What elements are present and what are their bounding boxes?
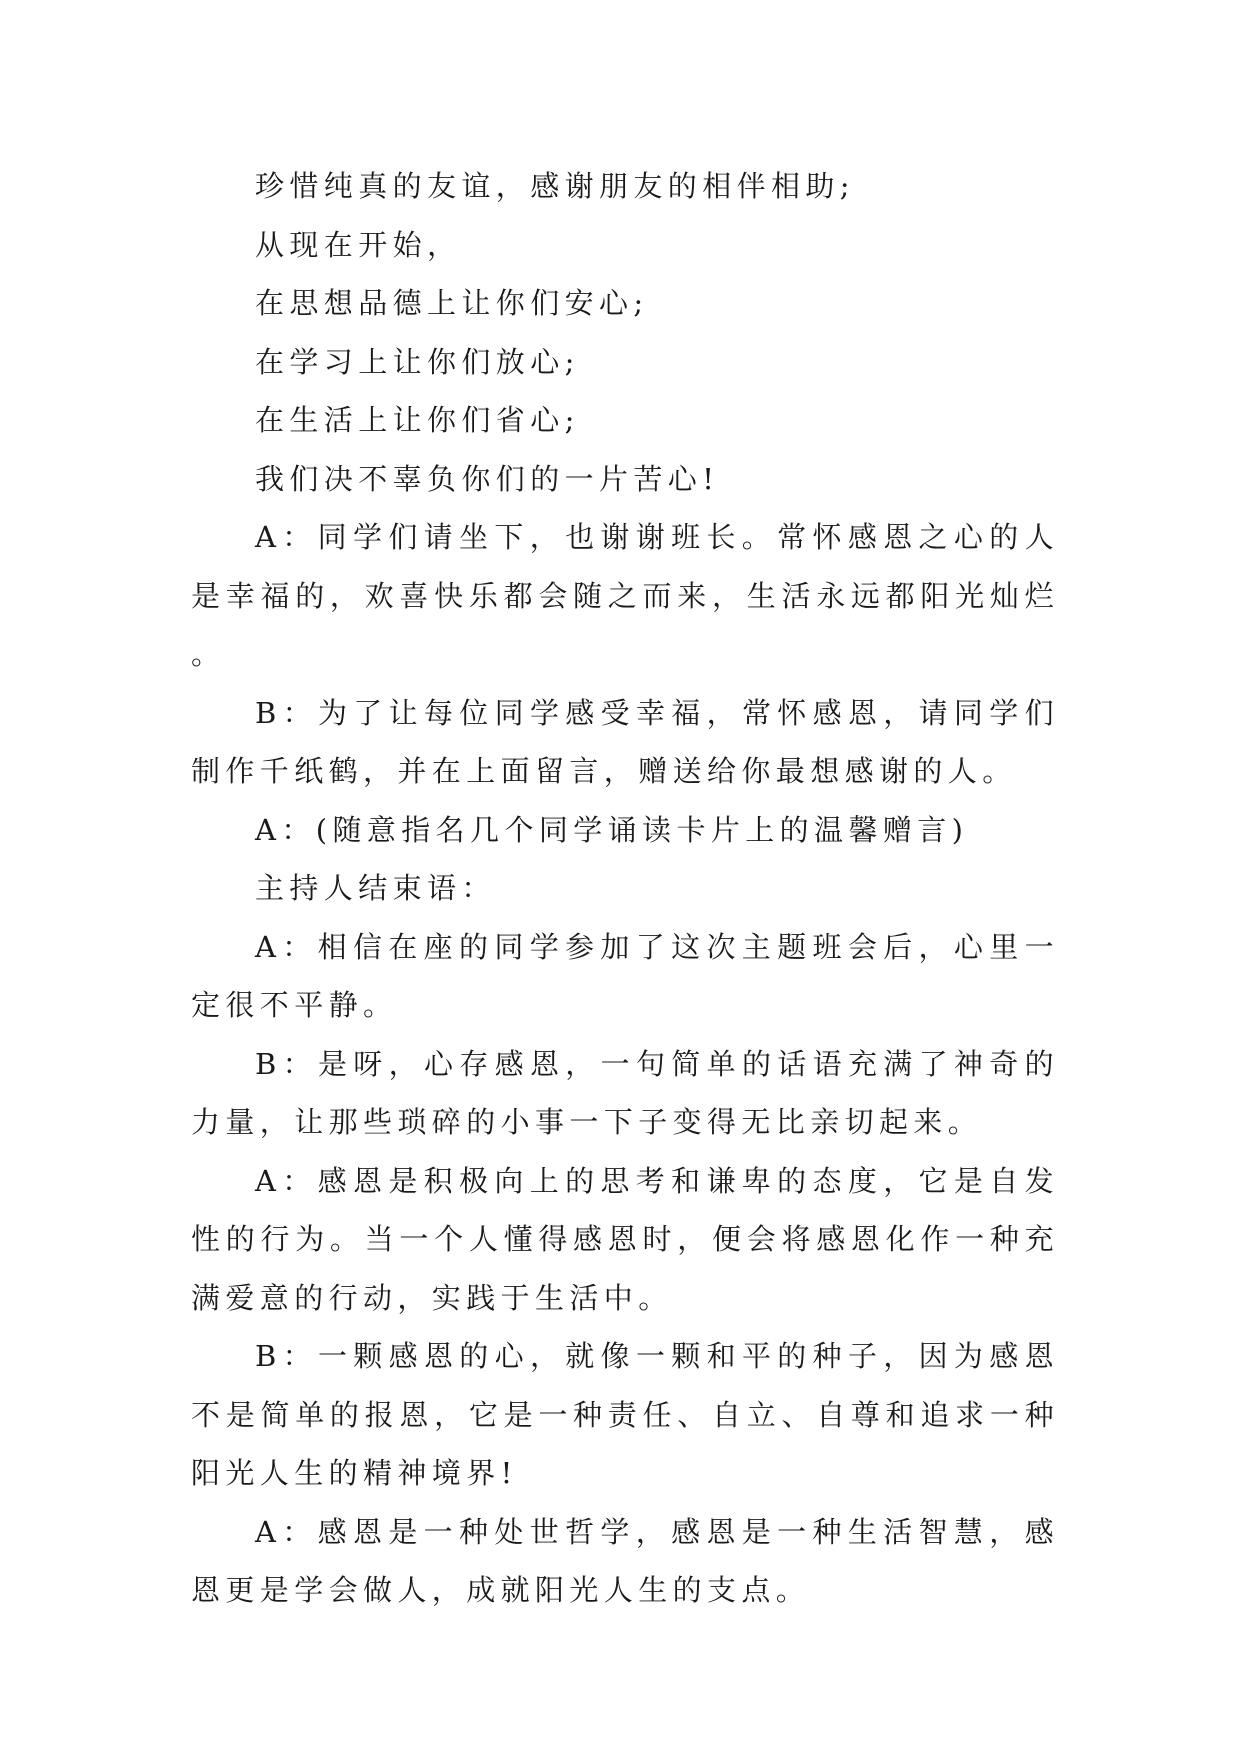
- paragraph: A：感恩是积极向上的思考和谦卑的态度，它是自发性的行为。当一个人懂得感恩时，便会将感恩化作一种充满爱意的行动，实践于生活中。: [191, 1163, 1059, 1315]
- paragraph: 从现在开始，: [255, 227, 462, 262]
- paragraph: 珍惜纯真的友谊，感谢朋友的相伴相助;: [255, 169, 855, 203]
- document-body: [191, 157, 1059, 1620]
- paragraph: A：感恩是一种处世哲学，感恩是一种生活智慧，感恩更是学会做人，成就阳光人生的支点。: [191, 1514, 1059, 1607]
- paragraph: 在学习上让你们放心;: [255, 344, 580, 379]
- paragraph: B：是呀，心存感恩，一句简单的话语充满了神奇的力量，让那些琐碎的小事一下子变得无比亲切起来。: [191, 1046, 1059, 1139]
- paragraph: 我们决不辜负你们的一片苦心!: [255, 461, 720, 496]
- paragraph: 主持人结束语：: [255, 871, 496, 905]
- paragraph: A：相信在座的同学参加了这次主题班会后，心里一定很不平静。: [191, 929, 1059, 1022]
- paragraph: B：为了让每位同学感受幸福，常怀感恩，请同学们制作千纸鹤，并在上面留言，赠送给你最想感谢的人。: [191, 695, 1059, 788]
- paragraph: 在生活上让你们省心;: [255, 403, 580, 437]
- paragraph: 在思想品德上让你们安心;: [255, 286, 649, 320]
- paragraph: A：同学们请坐下，也谢谢班长。常怀感恩之心的人是幸福的，欢喜快乐都会随之而来，生活永远都阳光灿烂。: [191, 520, 1059, 671]
- paragraph: B：一颗感恩的心，就像一颗和平的种子，因为感恩不是简单的报恩，它是一种责任、自立、自尊和追求一种阳光人生的精神境界!: [191, 1339, 1059, 1490]
- paragraph: A：(随意指名几个同学诵读卡片上的温馨赠言): [255, 812, 969, 847]
